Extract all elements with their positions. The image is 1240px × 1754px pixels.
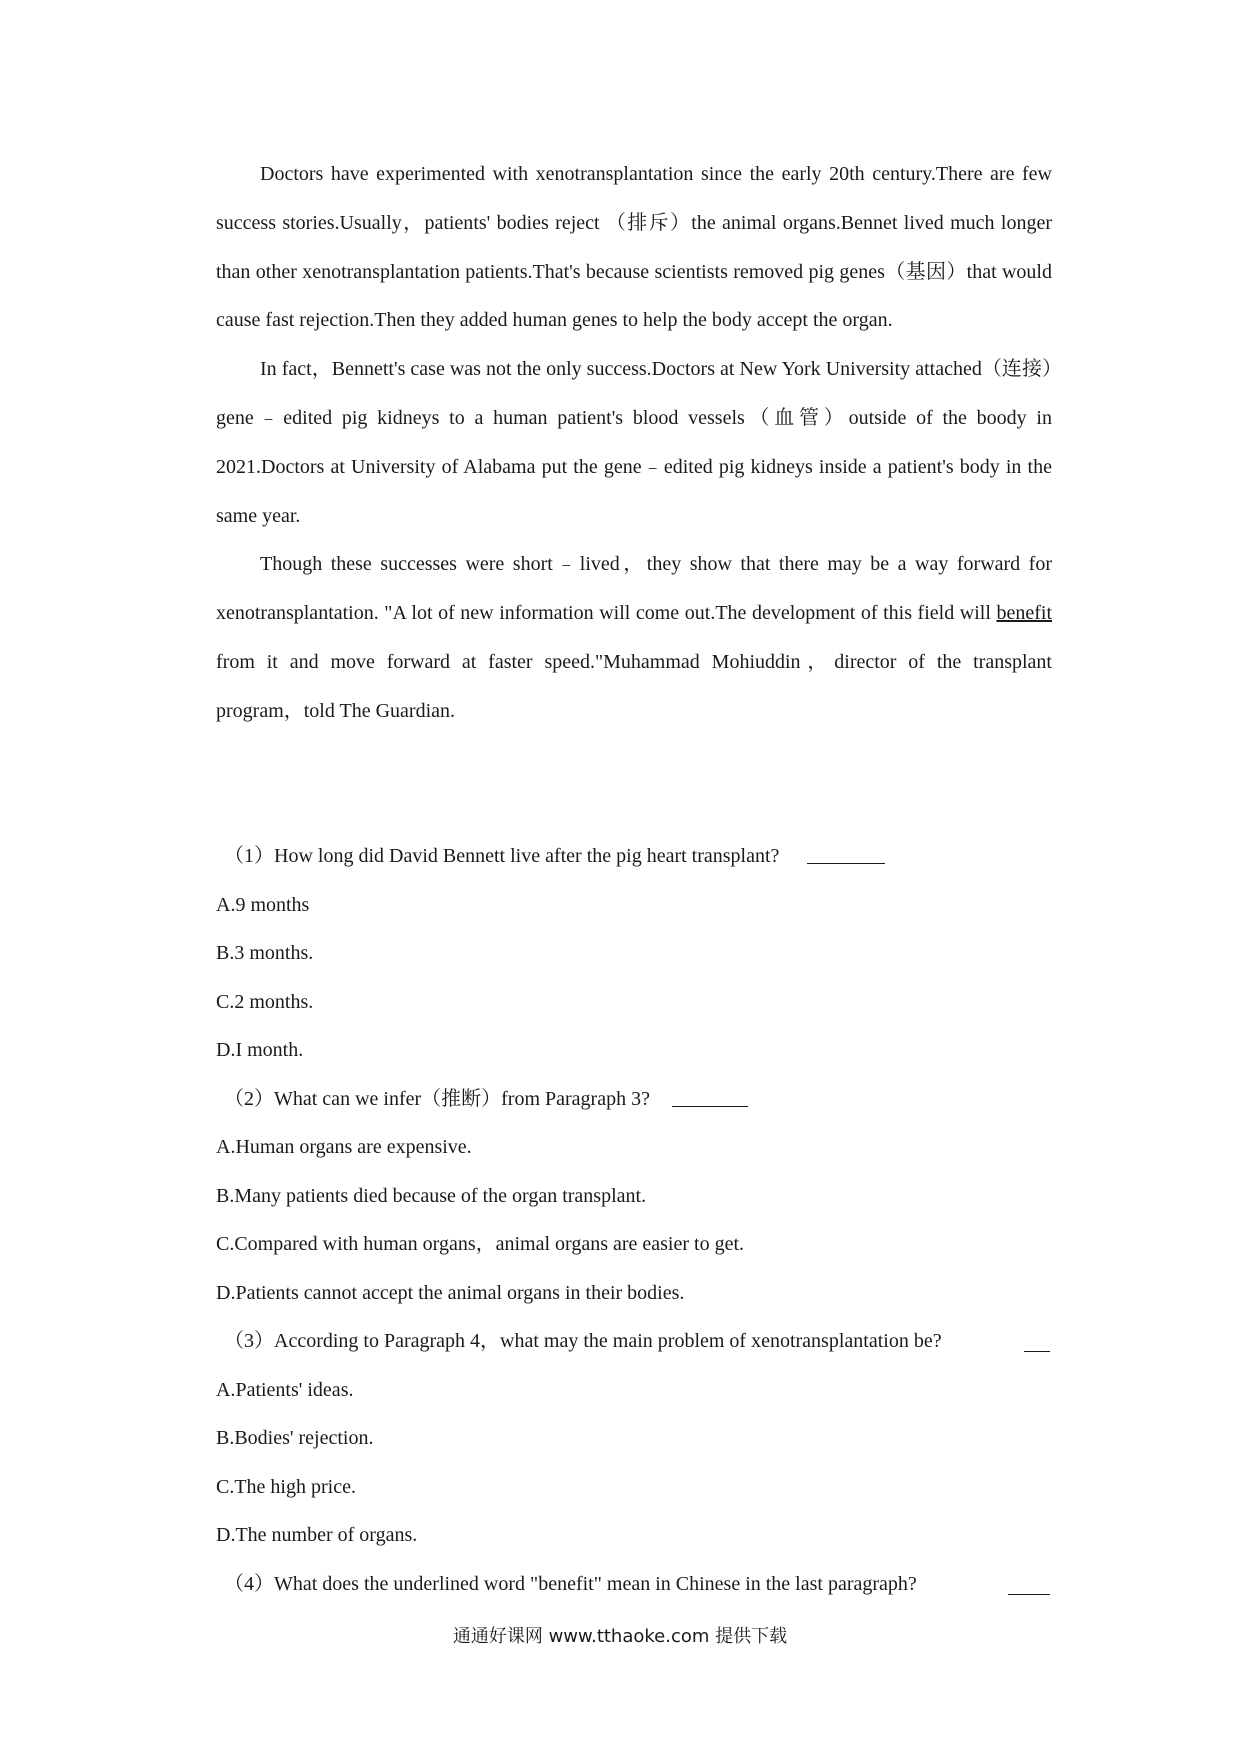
passage-paragraph-1: Doctors have experimented with xenotransplantation since the early 20th century.There are few success stories.Usually，patients' bodies reject （排斥）the animal organs.Bennet lived much longer than other xenotransplantation patients.That's because scientists removed pig genes（基因）that would cause fast rejection.Then they added human genes to help the body accept the organ.: [216, 163, 1052, 332]
question-2-option-c: C.Compared with human organs，animal organs are easier to get.: [216, 1233, 745, 1255]
underlined-word-benefit: benefit: [996, 602, 1052, 625]
answer-blank-1[interactable]: [807, 841, 885, 864]
question-1-stem: （1）How long did David Bennett live after the pig heart transplant?: [216, 832, 1052, 881]
question-1-option-d: D.I month.: [216, 1039, 304, 1061]
paragraph-3-text-start: Though these successes were short﹣lived，they show that there may be a way forward for xenotransplantation. "A lot of new information will come out.The development of this field will: [216, 553, 1052, 625]
passage-paragraph-2: In fact，Bennett's case was not the only success.Doctors at New York University attached（连接）gene﹣edited pig kidneys to a human patient's blood vessels（血管）outside of the boody in 2021.Doctors at University of Alabama put the gene﹣edited pig kidneys inside a patient's body in the same year.: [216, 358, 1052, 527]
question-3-option-a: A.Patients' ideas.: [216, 1378, 354, 1401]
question-1-option-c: C.2 months.: [216, 990, 314, 1013]
question-4-stem: （4）What does the underlined word "benefit" mean in Chinese in the last paragraph?: [216, 1560, 1052, 1609]
question-list: [216, 832, 1052, 1608]
question-2-option-b: B.Many patients died because of the organ transplant.: [216, 1184, 647, 1207]
question-2-stem: （2）What can we infer（推断）from Paragraph 3?: [216, 1075, 1052, 1124]
answer-blank-3[interactable]: [1024, 1329, 1050, 1352]
question-3-option-b: B.Bodies' rejection.: [216, 1427, 374, 1449]
paragraph-3-text-end: from it and move forward at faster speed."Muhammad Mohiuddin，director of the transplant program，told The Guardian.: [216, 650, 1052, 722]
question-1-option-b: B.3 months.: [216, 942, 314, 964]
question-3-option-d: D.The number of organs.: [216, 1524, 418, 1546]
question-2-option-d: D.Patients cannot accept the animal organs in their bodies.: [216, 1281, 685, 1304]
passage-paragraph-3: [216, 540, 1052, 735]
page-footer: 通通好课网 www.tthaoke.com 提供下载: [452, 1626, 788, 1647]
question-3-stem: （3）According to Paragraph 4，what may the main problem of xenotransplantation be?: [216, 1317, 1052, 1366]
question-1-option-a: A.9 months: [216, 893, 310, 916]
answer-blank-4[interactable]: [1008, 1572, 1050, 1595]
reading-passage: [216, 150, 1052, 736]
question-2-option-a: A.Human organs are expensive.: [216, 1136, 472, 1158]
answer-blank-2[interactable]: [672, 1084, 748, 1107]
question-3-option-c: C.The high price.: [216, 1475, 356, 1498]
